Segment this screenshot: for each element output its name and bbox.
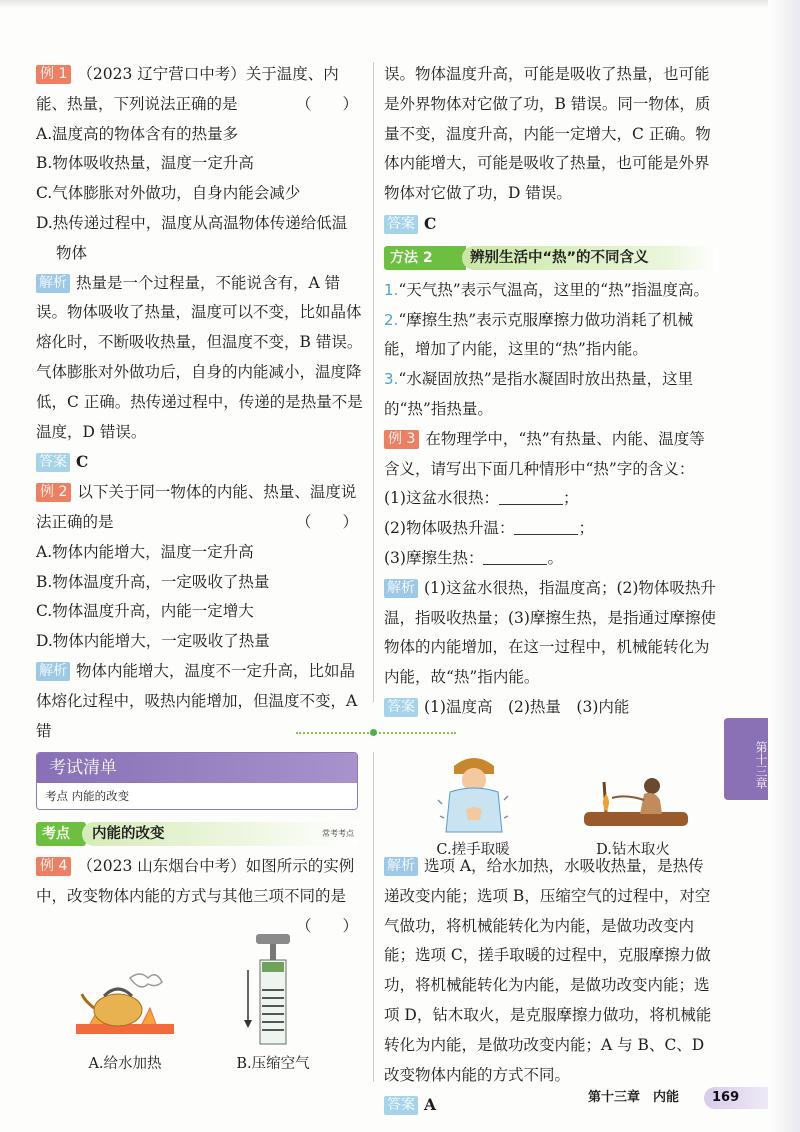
example-4 bbox=[36, 852, 368, 941]
method-2-header bbox=[384, 244, 718, 272]
example-tag: 例 2 bbox=[36, 483, 71, 502]
column-divider-lower bbox=[373, 752, 374, 1082]
example-stem: （2023 辽宁营口中考）关于温度、内能、热量，下列说法正确的是 bbox=[36, 65, 339, 113]
answer-value: A bbox=[424, 1095, 437, 1115]
analysis-2-continued: 误。物体温度升高，可能是吸收了热量，也可能是外界物体对它做了功，B 错误。同一物体，质量不变，温度升高，内能一定增大，C 正确。物体内能增大，可能是吸收了热量，也可能是外界物体对它做了功，D 错误。 bbox=[384, 65, 711, 203]
air-pump-icon bbox=[218, 930, 328, 1048]
answer-tag: 答案 bbox=[384, 215, 418, 234]
blank-end: ； bbox=[562, 489, 579, 508]
blank-end: 。 bbox=[547, 548, 563, 567]
blank-line[interactable] bbox=[514, 517, 578, 535]
answer-2 bbox=[384, 209, 718, 240]
figure-c bbox=[418, 750, 528, 859]
method-item bbox=[384, 306, 718, 366]
option: B.物体吸收热量，温度一定升高 bbox=[36, 154, 254, 173]
option: A.温度高的物体含有的热量多 bbox=[36, 124, 239, 143]
option: D.物体内能增大，一定吸收了热量 bbox=[36, 632, 270, 651]
figure-caption: D.钻木取火 bbox=[596, 842, 670, 858]
method-tag: 方法 2 bbox=[384, 246, 466, 270]
exam-list-sub: 考点 内能的改变 bbox=[37, 783, 357, 809]
answer-value: C bbox=[424, 213, 437, 233]
figure-a bbox=[70, 968, 180, 1073]
answer-1 bbox=[36, 447, 368, 478]
figure-caption: B.压缩空气 bbox=[236, 1056, 310, 1072]
page-edge bbox=[768, 0, 800, 1132]
footer-chapter: 第十三章 内能 bbox=[588, 1090, 680, 1105]
example-stem: （2023 山东烟台中考）如图所示的实例中，改变物体内能的方式与其他三项不同的是 bbox=[36, 857, 355, 905]
blank-question: (1)这盆水很热： bbox=[384, 489, 499, 508]
knowledge-point-title: 内能的改变 bbox=[82, 822, 358, 846]
option: C.气体膨胀对外做功，自身内能会减少 bbox=[36, 184, 301, 203]
analysis-1 bbox=[36, 269, 368, 448]
option: C.物体温度升高，内能一定增大 bbox=[36, 602, 254, 621]
example-tag: 例 4 bbox=[36, 857, 71, 876]
option-continued: 物体 bbox=[56, 243, 88, 262]
blank-end: ； bbox=[578, 519, 594, 538]
analysis-tag: 解析 bbox=[384, 857, 418, 876]
example-2 bbox=[36, 478, 368, 538]
method-item-text: “天气热”表示气温高，这里的“热”指温度高。 bbox=[398, 280, 710, 299]
column-divider bbox=[373, 62, 374, 702]
example-tag: 例 3 bbox=[384, 430, 419, 449]
blank-line[interactable] bbox=[499, 487, 563, 505]
figure-caption: C.搓手取暖 bbox=[436, 842, 510, 858]
analysis-3 bbox=[384, 574, 718, 693]
exam-list-title: 考试清单 bbox=[37, 753, 357, 783]
example-stem: 以下关于同一物体的内能、热量、温度说法正确的是 bbox=[36, 483, 357, 531]
fill-blank-2 bbox=[384, 514, 718, 544]
side-tab-label: 第十三章 bbox=[754, 741, 768, 789]
method-item-number: 2. bbox=[384, 310, 399, 329]
fill-blank-1 bbox=[384, 484, 718, 514]
analysis-text: (1)这盆水很热，指温度高；(2)物体吸热升温，指吸收热量；(3)摩擦生热，是指通过摩擦使物体的内能增加，在这一过程中，机械能转化为内能，故“热”指内能。 bbox=[384, 578, 716, 687]
divider-dot bbox=[370, 729, 377, 736]
drill-fire-icon bbox=[568, 760, 698, 834]
figure-caption: A.给水加热 bbox=[88, 1056, 162, 1072]
knowledge-point-extra: 常考考点 bbox=[322, 829, 354, 838]
figure-b bbox=[218, 930, 328, 1073]
answer-paren: （ ） bbox=[295, 94, 358, 113]
method-item bbox=[384, 276, 718, 306]
top-shade bbox=[0, 0, 800, 8]
method-item bbox=[384, 365, 718, 425]
example-1 bbox=[36, 60, 368, 120]
analysis-tag: 解析 bbox=[384, 579, 418, 598]
answer-paren: （ ） bbox=[295, 512, 358, 531]
example-3 bbox=[384, 425, 718, 485]
option: B.物体温度升高，一定吸收了热量 bbox=[36, 572, 270, 591]
answer-3 bbox=[384, 693, 718, 723]
answer-tag: 答案 bbox=[384, 1096, 418, 1115]
option: A.物体内能增大，温度一定升高 bbox=[36, 542, 254, 561]
option: D.热传递过程中，温度从高温物体传递给低温 bbox=[36, 213, 348, 232]
chapter-side-tab bbox=[724, 718, 768, 800]
exam-list-box bbox=[36, 752, 358, 810]
blank-line[interactable] bbox=[483, 547, 547, 565]
knowledge-point-tag: 考点 bbox=[36, 822, 86, 846]
method-title: 辨别生活中“热”的不同含义 bbox=[462, 246, 718, 270]
rubbing-hands-icon bbox=[418, 750, 528, 834]
method-item-number: 3. bbox=[384, 370, 399, 389]
method-item-text: “水凝固放热”是指水凝固时放出热量，这里的“热”指热量。 bbox=[384, 370, 694, 418]
example-stem: 在物理学中，“热”有热量、内能、温度等含义，请写出下面几种情形中“热”字的含义： bbox=[384, 429, 705, 478]
method-item-number: 1. bbox=[384, 280, 399, 299]
answer-tag: 答案 bbox=[36, 453, 70, 472]
answer-tag: 答案 bbox=[384, 698, 418, 717]
analysis-4 bbox=[384, 852, 718, 1121]
analysis-tag: 解析 bbox=[36, 662, 70, 681]
section-divider bbox=[296, 732, 456, 734]
page-footer bbox=[560, 1087, 768, 1109]
method-item-text: “摩擦生热”表示克服摩擦力做功消耗了机械能，增加了内能，这里的“热”指内能。 bbox=[384, 310, 694, 359]
page-number: 169 bbox=[704, 1087, 768, 1109]
answer-value: C bbox=[76, 452, 89, 472]
answer-value: (1)温度高 (2)热量 (3)内能 bbox=[424, 697, 630, 716]
figure-d bbox=[568, 760, 698, 859]
blank-question: (3)摩擦生热： bbox=[384, 548, 484, 567]
answer-paren: （ ） bbox=[295, 916, 358, 935]
analysis-text: 选项 A，给水加热，水吸收热量，是热传递改变内能；选项 B，压缩空气的过程中，对空气做功，将机械能转化为内能，是做功改变内能；选项 C，搓手取暖的过程中，克服摩擦力做功，将机械能转化为内能，是做功改变内能；选项 D，钻木取火，是克服摩擦力做功，将机械能转化为内能，是做功改变内能；A 与 B、C、D 改变物体内能的方式不同。 bbox=[384, 857, 712, 1084]
example-tag: 例 1 bbox=[36, 65, 71, 84]
left-column bbox=[36, 60, 368, 746]
analysis-text: 热量是一个过程量，不能说含有，A 错误。物体吸收了热量，温度可以不变，比如晶体熔化时，不断吸收热量，但温度不变，B 错误。气体膨胀对外做功后，自身的内能减小，温度降低，C 正确。热传递过程中，传递的是热量不是温度，D 错误。 bbox=[36, 273, 363, 441]
blank-question: (2)物体吸热升温： bbox=[384, 519, 515, 538]
kettle-icon bbox=[70, 968, 180, 1048]
analysis-text: 物体内能增大，温度不一定升高，比如晶体熔化过程中，吸热内能增加，但温度不变，A 错 bbox=[36, 661, 358, 740]
analysis-tag: 解析 bbox=[36, 274, 70, 293]
fill-blank-3 bbox=[384, 544, 718, 574]
right-column bbox=[384, 60, 718, 723]
knowledge-point-header bbox=[36, 822, 358, 846]
